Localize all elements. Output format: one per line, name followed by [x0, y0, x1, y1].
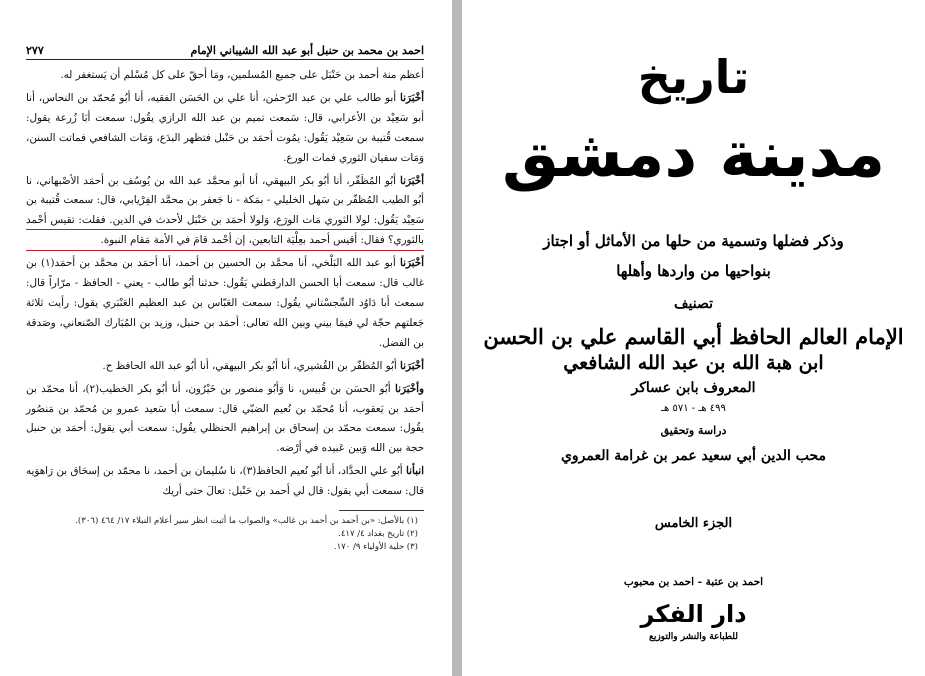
- paragraph-text: أبو طالب علي بن عبد الرّحمٰن، أنا علي بن الحَسَن الفقيه، أنا أبُو مُحمّد بن النحاس، أنا أبو سَعِيْد بن الأعرابي، قال: سَمعت تميم بن عبد الله الرازي يقُول: سمعت أبَا زُرعة يقول: سمعت قُتيبة بن سَعِيْد يَقُول: يمُوت أحمَد بن حَنْبل فتظهر البدَع، وَمَات الشافعي فماتت السنن، وَمَات سفيان الثوري فمات الورع.: [26, 91, 424, 164]
- page-number: ٢٧٧: [26, 44, 44, 57]
- paragraph-1: [26, 66, 424, 86]
- paragraph-lead: انبأنا: [406, 465, 424, 478]
- paragraph-text: أبُو المُظفّر بن القُشيري، أنا أبُو بكر البيهقي، أنا أبُو عبد الله الحافظ ح.: [102, 359, 397, 372]
- footnote-3: (٣) حلية الأولياء ٩/ ١٧٠.: [333, 542, 418, 553]
- volume-label: الجزء الخامس: [654, 516, 733, 531]
- editor-name: محب الدين أبي سعيد عمر بن غرامة العمروي: [560, 448, 827, 464]
- author-known-as: المعروف بابن عساكر: [631, 380, 756, 396]
- book-title-top: تاريخ: [637, 50, 750, 104]
- subtitle-line-1: وذكر فضلها وتسمية من حلها من الأماثل أو اجتاز: [543, 232, 844, 250]
- publisher-logo: دار الفكر: [640, 600, 747, 628]
- paragraph-lead: أخْبَرَنا: [399, 174, 424, 187]
- paragraph-4: [26, 254, 424, 354]
- paragraph-6: [26, 380, 424, 460]
- paragraph-5: [26, 357, 424, 377]
- tasnif-label: تصنيف: [674, 296, 713, 312]
- running-head-title: احمد بن محمد بن حنبل أبو عبد الله الشيباني الإمام: [190, 44, 424, 57]
- paragraph-lead: أخْبَرَنا: [399, 359, 424, 372]
- paragraph-lead: وأخْبَرَنا: [394, 382, 424, 395]
- study-label: دراسة وتحقيق: [660, 424, 727, 437]
- footnote-divider: [339, 510, 424, 511]
- page-body: [26, 66, 424, 502]
- running-head: [26, 44, 424, 60]
- paragraph-text: أبُو الحسَن بن قُبيس، نا وَأبُو منصور بن خَيْرُون، أنا أبُو بكر الخطيب(٢)، أنا محمّد بن أحمَد بن يَعقوب، أنا مُحمّد بن نُعيم الضبّي قال: سمعت أبا سَعيد عمرو بن مُحمّد بن مَنصُور يقُول: سمعت محمّد بن إسحاق بن إبراهيم الحنظلي يقُول: سمعت أبي يقول: أحمَد بن حنبل حجة بين الله وَبين عَبيده في أرْضه.: [26, 382, 424, 455]
- footnote-2: (٢) تاريخ بغداد ٤/ ٤١٧.: [338, 529, 418, 540]
- title-page: [462, 0, 925, 676]
- paragraph-text: أبُو علي الحدَّاد، أنا أبُو نُعيم الحافظ(٣)، نا سُليمان بن أحمد، نا محمّد بن إسحَاق بن رَاهوَيه قال: سمعت أبي يقول: قال لي أحمد بن حَنْبل: تعالَ حتى أريك: [26, 465, 424, 498]
- author-line-2: ابن هبة الله بن عبد الله الشافعي: [563, 352, 824, 374]
- paragraph-lead: أخْبَرَنا: [399, 91, 425, 104]
- paragraph-text: أبُو المُظَفّر، أنا أبُو بكر البيهقي، أنا أبو محمَّد عبد الله بن يُوسُف بن أحمَد الأصْبهاني، نا أبُو الطيب المُظفّر بن سَهل الخليلي - بمَكة - نا جَعفر بن محمَّد الفِرْيابي، قال: سمعت قُتيبة بن سَعِيْد يَقُول: لولا الثوري مَات الورَع، وَلولا أحمَد بن حَنْبَل لأحدث في الدين. فقلت: تقيس أحْمد بالثوري؟ فقال: أقيس أحمد بعِلْيَة التابعين، إن أحْمد قامَ في الأمة مَقام النبوة.: [26, 174, 424, 247]
- paragraph-text: أعظم منة أحمد بن حَنْبَل على جميع المُسلمين، ومَا أحقّ على كل مُسْلم أن يَستغفر له.: [60, 69, 424, 81]
- footnote-1: (١) بالأصل: «بن أحمد بن أحمد بن غالب» والصواب ما أثبت انظر سير أعلام النبلاء ١٧/ ٤٦٤ (٣٠٦).: [75, 516, 418, 527]
- author-line-1: الإمام العالم الحافظ أبي القاسم علي بن الحسن: [483, 324, 904, 349]
- volume-range: احمد بن عتبة - احمد بن محبوب: [623, 576, 764, 588]
- paragraph-2: [26, 89, 424, 169]
- paragraph-text: أبو عبد الله البَلْخي، أنا محمَّد بن الحسين بن أحمد، أنا أحمَد بن محمَّد بن أحمَد(١) بن غالب قال: سمعت أبا الحسن الدارقطني يَقُول: حدثنا أبُو طالب - يعني - الحافظ - مرّاراً قال: سمعت أبا دَاوُد السِّجسْتاني يقُول: سمعت العَبّاس بن عبد العظيم العَنْبَري يقول: رأيت ثلاثة جَعلتهم حجّة لي فيمَا بيني وبين الله تعالى: أحمَد بن حنبل، وزيد بن المُبَارك الصّنعاني، وصَدقة بن الفضل.: [26, 257, 424, 349]
- paragraph-lead: أخْبَرَنا: [399, 257, 425, 270]
- subtitle-line-2: بنواحيها من واردها وأهلها: [616, 262, 771, 280]
- paragraph-7: [26, 462, 424, 502]
- book-title-main: مدينة دمشق: [501, 118, 886, 192]
- footnotes: [26, 515, 424, 554]
- publisher-tagline: للطباعة والنشر والتوزيع: [649, 632, 738, 642]
- paragraph-3-highlighted: [26, 172, 424, 252]
- author-dates: ٤٩٩ هـ - ٥٧١ هـ: [661, 403, 726, 414]
- left-page: [0, 0, 452, 676]
